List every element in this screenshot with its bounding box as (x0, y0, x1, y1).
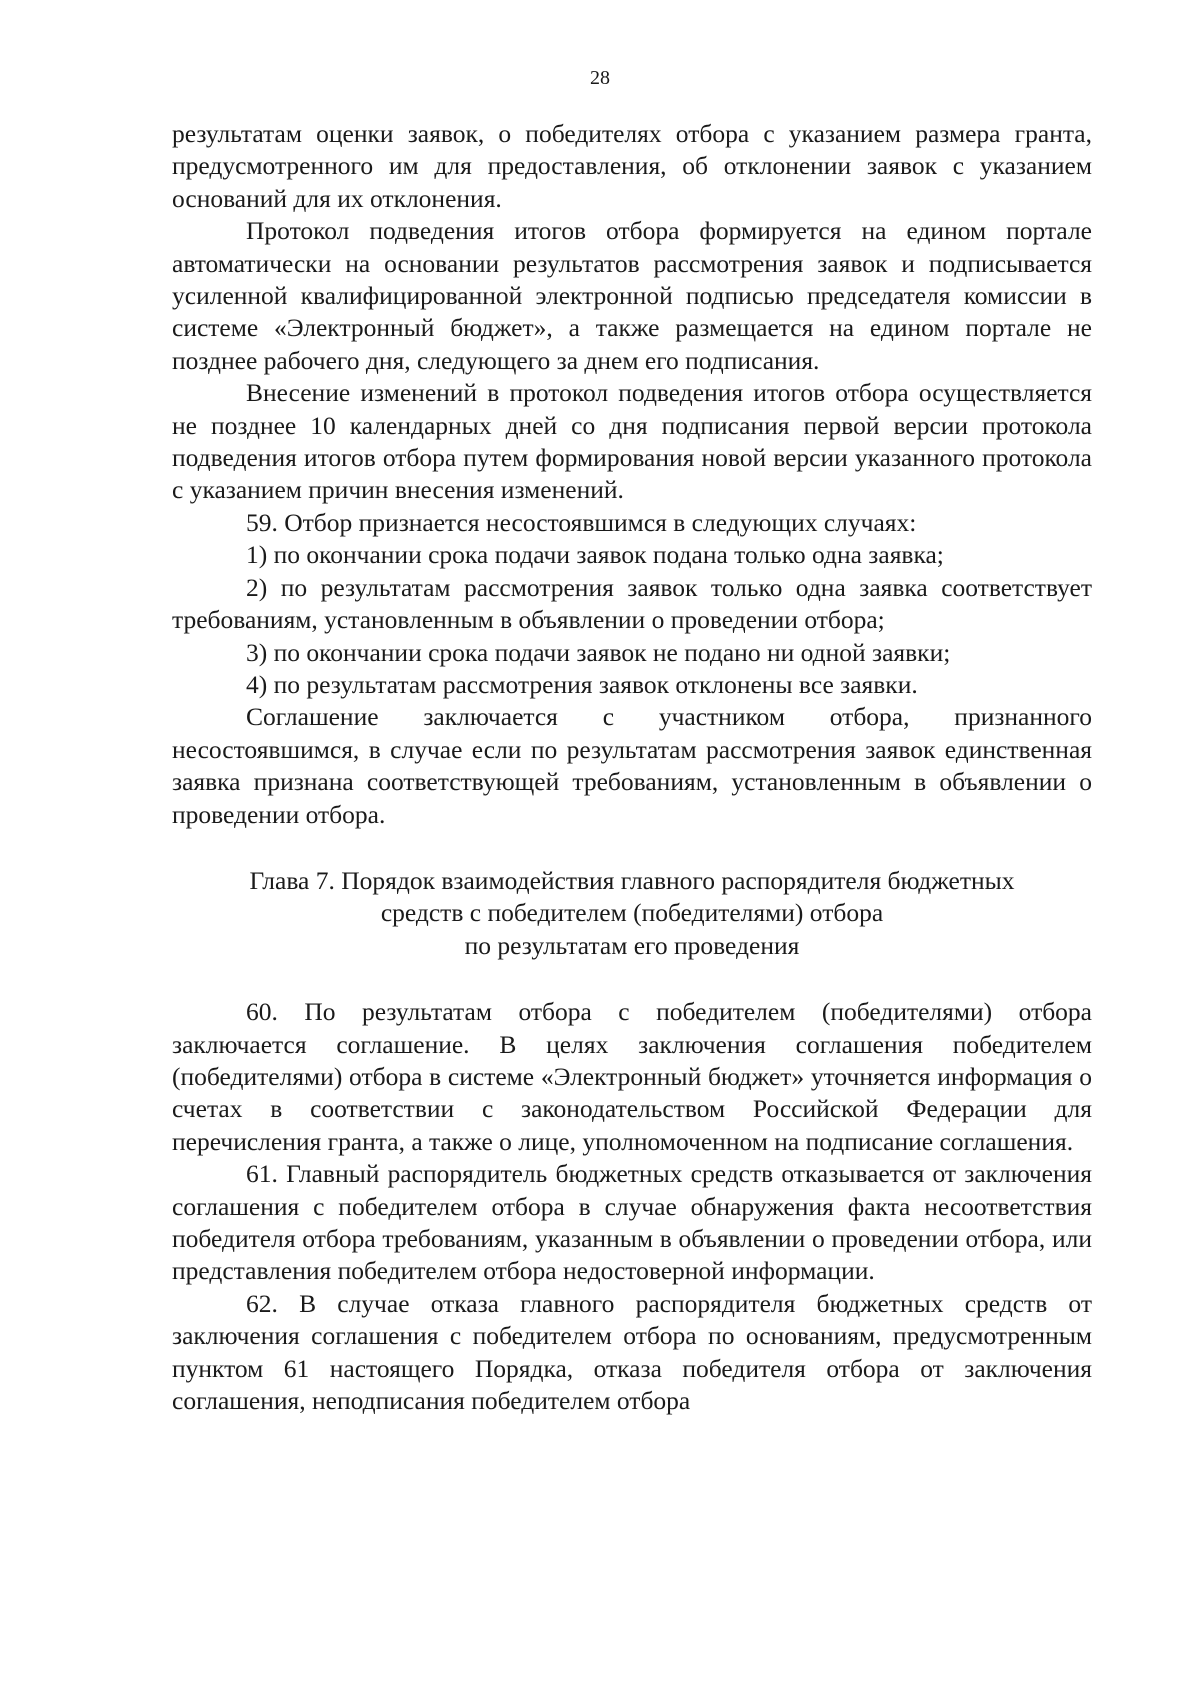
chapter-heading-line: Глава 7. Порядок взаимодействия главного распорядителя бюджетных (249, 865, 1015, 895)
paragraph-item-61: 61. Главный распорядитель бюджетных средств отказывается от заключения соглашения с победителем отбора в случае обнаружения факта несоответствия победителя отбора требованиям, указанным в объявлении о проведении отбора, или представления победителем отбора недостоверной информации. (172, 1159, 1092, 1286)
document-body (172, 118, 1092, 1417)
paragraph: Внесение изменений в протокол подведения итогов отбора осуществляется не позднее 10 календарных дней со дня подписания первой версии протокола подведения итогов отбора путем формирования новой версии указанного протокола с указанием причин внесения изменений. (172, 378, 1092, 505)
paragraph-item-60: 60. По результатам отбора с победителем (победителями) отбора заключается соглашение. В целях заключения соглашения победителем (победителями) отбора в системе «Электронный бюджет» уточняется информация о счетах в соответствии с законодательством Российской Федерации для перечисления гранта, а также о лице, уполномоченном на подписание соглашения. (172, 997, 1092, 1156)
paragraph-item-59: 59. Отбор признается несостоявшимся в следующих случаях: (246, 507, 917, 537)
list-item: 3) по окончании срока подачи заявок не подано ни одной заявки; (246, 637, 951, 667)
chapter-heading-line: средств с победителем (победителями) отбора (380, 898, 884, 928)
paragraph-item-62: 62. В случае отказа главного распорядителя бюджетных средств от заключения соглашения с победителем отбора по основаниям, предусмотренным пунктом 61 настоящего Порядка, отказа победителя отбора от заключения соглашения, неподписания победителем отбора (172, 1288, 1092, 1416)
paragraph: Соглашение заключается с участником отбора, признанного несостоявшимся, в случае если по результатам рассмотрения заявок единственная заявка признана соответствующей требованиям, установленным в объявлении о проведении отбора. (172, 702, 1092, 829)
chapter-heading (172, 865, 1092, 962)
list-item: 2) по результатам рассмотрения заявок только одна заявка соответствует требованиям, установленным в объявлении о проведении отбора; (172, 572, 1092, 635)
chapter-heading-line: по результатам его проведения (464, 930, 800, 960)
list-item: 1) по окончании срока подачи заявок подана только одна заявка; (246, 540, 944, 570)
page-number: 28 (590, 67, 610, 89)
paragraph: результатам оценки заявок, о победителях отбора с указанием размера гранта, предусмотренного им для предоставления, об отклонении заявок с указанием оснований для их отклонения. (172, 119, 1092, 213)
paragraph: Протокол подведения итогов отбора формируется на едином портале автоматически на основании результатов рассмотрения заявок и подписывается усиленной квалифицированной электронной подписью председателя комиссии в системе «Электронный бюджет», а также размещается на едином портале не позднее рабочего дня, следующего за днем его подписания. (172, 216, 1092, 375)
list-item: 4) по результатам рассмотрения заявок отклонены все заявки. (246, 669, 918, 699)
